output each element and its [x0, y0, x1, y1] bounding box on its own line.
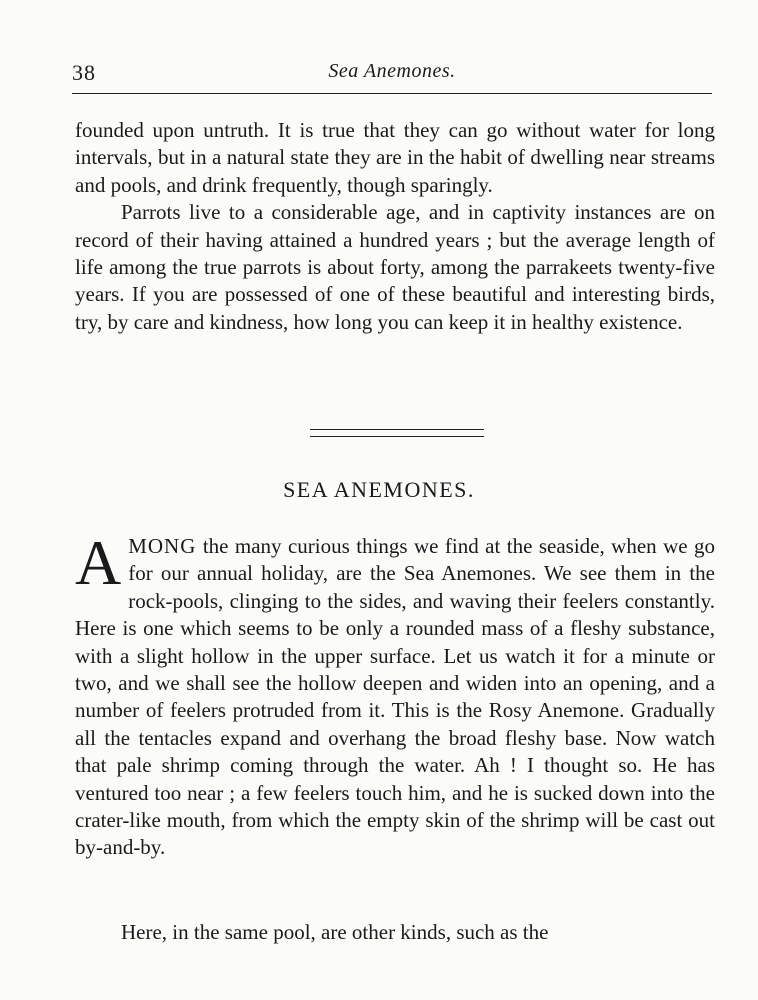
paragraph: Here, in the same pool, are other kinds, such as the	[121, 920, 549, 944]
previous-article-text	[75, 117, 715, 336]
paragraph-body: the many curious things we find at the seaside, when we go for our annual holiday, are the Sea Anemones. We see them in the rock-pools, clinging to the sides, and waving their feelers constantly. Here is one which seems to be only a rounded mass of a fleshy substance, with a slight hollow in the upper surface. Let us watch it for a minute or two, and we shall see the hollow deepen and widen into an opening, and a number of feelers protruded from it. This is the Rosy Anemone. Gradually all the tentacles expand and overhang the broad fleshy base. Now watch that pale shrimp coming through the water. Ah ! I thought so. He has ventured too near ; a few feelers touch him, and he is sucked down into the crater-like mouth, from which the empty skin of the shrimp will be cast out by-and-by.	[75, 534, 715, 860]
paragraph: founded upon untruth. It is true that they can go without water for long intervals, but in a natural state they are in the habit of dwelling near streams and pools, and drink frequently, though sparingly.	[75, 118, 715, 197]
section-separator-double-rule	[310, 429, 484, 437]
running-head	[72, 58, 712, 88]
continuation-text	[75, 919, 715, 946]
section-title: SEA ANEMONES.	[283, 477, 475, 502]
paragraph	[75, 527, 715, 862]
opening-word: MONG	[128, 534, 197, 558]
drop-cap: A	[75, 527, 122, 598]
sea-anemones-text	[75, 527, 715, 862]
header-rule	[72, 93, 712, 94]
paragraph: Parrots live to a considerable age, and in captivity instances are on record of their having attained a hundred years ; but the average length of life among the true parrots is about forty, among the parrakeets twenty-five years. If you are possessed of one of these beautiful and interesting birds, try, by care and kindness, how long you can keep it in healthy existence.	[75, 200, 715, 334]
page-number: 38	[72, 60, 96, 85]
running-title: Sea Anemones.	[328, 60, 456, 82]
